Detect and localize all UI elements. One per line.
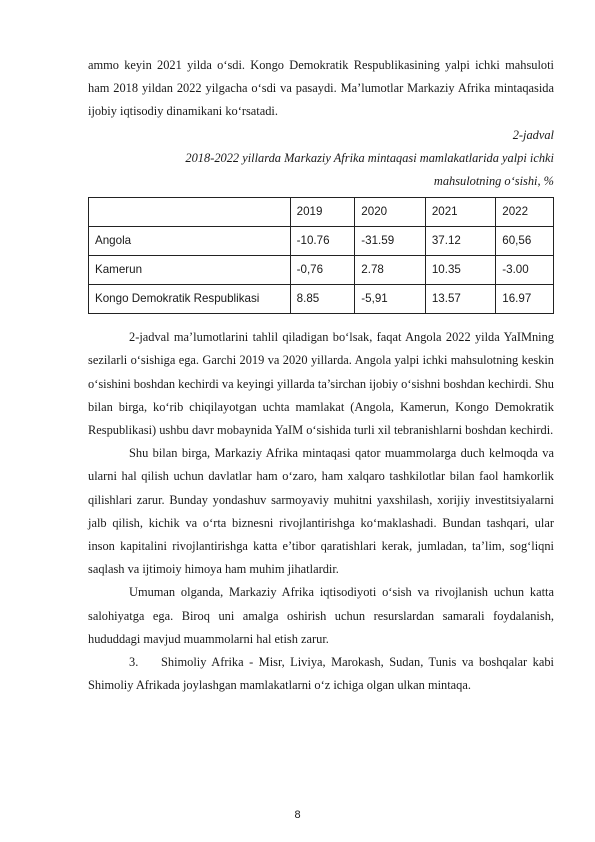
header-cell-2022: 2022 bbox=[496, 198, 554, 227]
table-row bbox=[89, 227, 554, 256]
value-cell: 37.12 bbox=[425, 227, 495, 256]
value-cell: 10.35 bbox=[425, 256, 495, 285]
value-cell: -3.00 bbox=[496, 256, 554, 285]
value-cell: 2.78 bbox=[355, 256, 426, 285]
body-paragraph-2: Shu bilan birga, Markaziy Afrika mintaqasi qator muammolarga duch kelmoqda va ularni hal qilish uchun davlatlar ham o‘zaro, ham xalqaro tashkilotlar bilan faol hamkorlik qilishlari zarur. Bunday yondashuv sarmoyaviy muhitni yaxshilash, xorijiy investitsiyalarni jalb qilish, kichik va o‘rta biznesni rivojlantirishga ko‘maklashadi. Bundan tashqari, ular inson kapitalini rivojlantirishga katta e’tibor qaratishlari kerak, jumladan, ta’lim, sog‘liqni saqlash va ijtimoiy himoya ham muhim jihatlardir. bbox=[88, 446, 554, 577]
header-cell-empty bbox=[89, 198, 291, 227]
page-number: 8 bbox=[294, 809, 301, 821]
value-cell: 60,56 bbox=[496, 227, 554, 256]
value-cell: -10.76 bbox=[290, 227, 355, 256]
numbered-list-item bbox=[88, 651, 554, 697]
header-cell-2021: 2021 bbox=[425, 198, 495, 227]
value-cell: 13.57 bbox=[425, 285, 495, 314]
gdp-growth-table bbox=[88, 197, 554, 314]
table-row bbox=[89, 256, 554, 285]
country-cell: Kongo Demokratik Respublikasi bbox=[89, 285, 291, 314]
country-cell: Kamerun bbox=[89, 256, 291, 285]
header-cell-2019: 2019 bbox=[290, 198, 355, 227]
list-item-text: Shimoliy Afrika - Misr, Liviya, Marokash, Sudan, Tunis va boshqalar kabi Shimoliy Afrikada joylashgan mamlakatlarni o‘z ichiga olgan ulkan mintaqa. bbox=[88, 655, 554, 693]
table-header-row bbox=[89, 198, 554, 227]
value-cell: -0,76 bbox=[290, 256, 355, 285]
table-caption-line1: 2018-2022 yillarda Markaziy Afrika mintaqasi mamlakatlarida yalpi ichki bbox=[185, 150, 554, 165]
page-content bbox=[88, 54, 554, 697]
intro-paragraph: ammo keyin 2021 yilda o‘sdi. Kongo Demokratik Respublikasining yalpi ichki mahsuloti ham 2018 yildan 2022 yilgacha o‘sdi va pasaydi. Ma’lumotlar Markaziy Afrika mintaqasida ijobiy iqtisodiy dinamikani ko‘rsatadi. bbox=[88, 58, 554, 119]
value-cell: 8.85 bbox=[290, 285, 355, 314]
body-paragraph-1: 2-jadval ma’lumotlarini tahlil qiladigan bo‘lsak, faqat Angola 2022 yilda YaIMning sezilarli o‘sishiga ega. Garchi 2019 va 2020 yillarda. Angola yalpi ichki mahsulotning keskin o‘sishini boshdan kechirdi va keyingi yillarda ta’sirchan ijobiy o‘sishni boshdan kechirdi. Shu bilan birga, ko‘rib chiqilayotgan uchta mamlakat (Angola, Kamerun, Kongo Demokratik Respublikasi) ushbu davr mobaynida YaIM o‘sishida turli xil tebranishlarni boshdan kechirdi. bbox=[88, 330, 554, 438]
value-cell: -5,91 bbox=[355, 285, 426, 314]
list-item-number: 3. bbox=[129, 655, 139, 670]
country-cell: Angola bbox=[89, 227, 291, 256]
value-cell: -31.59 bbox=[355, 227, 426, 256]
table-row bbox=[89, 285, 554, 314]
header-cell-2020: 2020 bbox=[355, 198, 426, 227]
value-cell: 16.97 bbox=[496, 285, 554, 314]
body-paragraph-3: Umuman olganda, Markaziy Afrika iqtisodiyoti o‘sish va rivojlanish uchun katta salohiyatga ega. Biroq uni amalga oshirish uchun resurslardan samarali foydalanish, hududdagi mavjud muammolarni hal etish zarur. bbox=[88, 585, 554, 646]
table-label: 2-jadval bbox=[512, 127, 554, 142]
table-caption-line2: mahsulotning o‘sishi, % bbox=[433, 174, 554, 189]
